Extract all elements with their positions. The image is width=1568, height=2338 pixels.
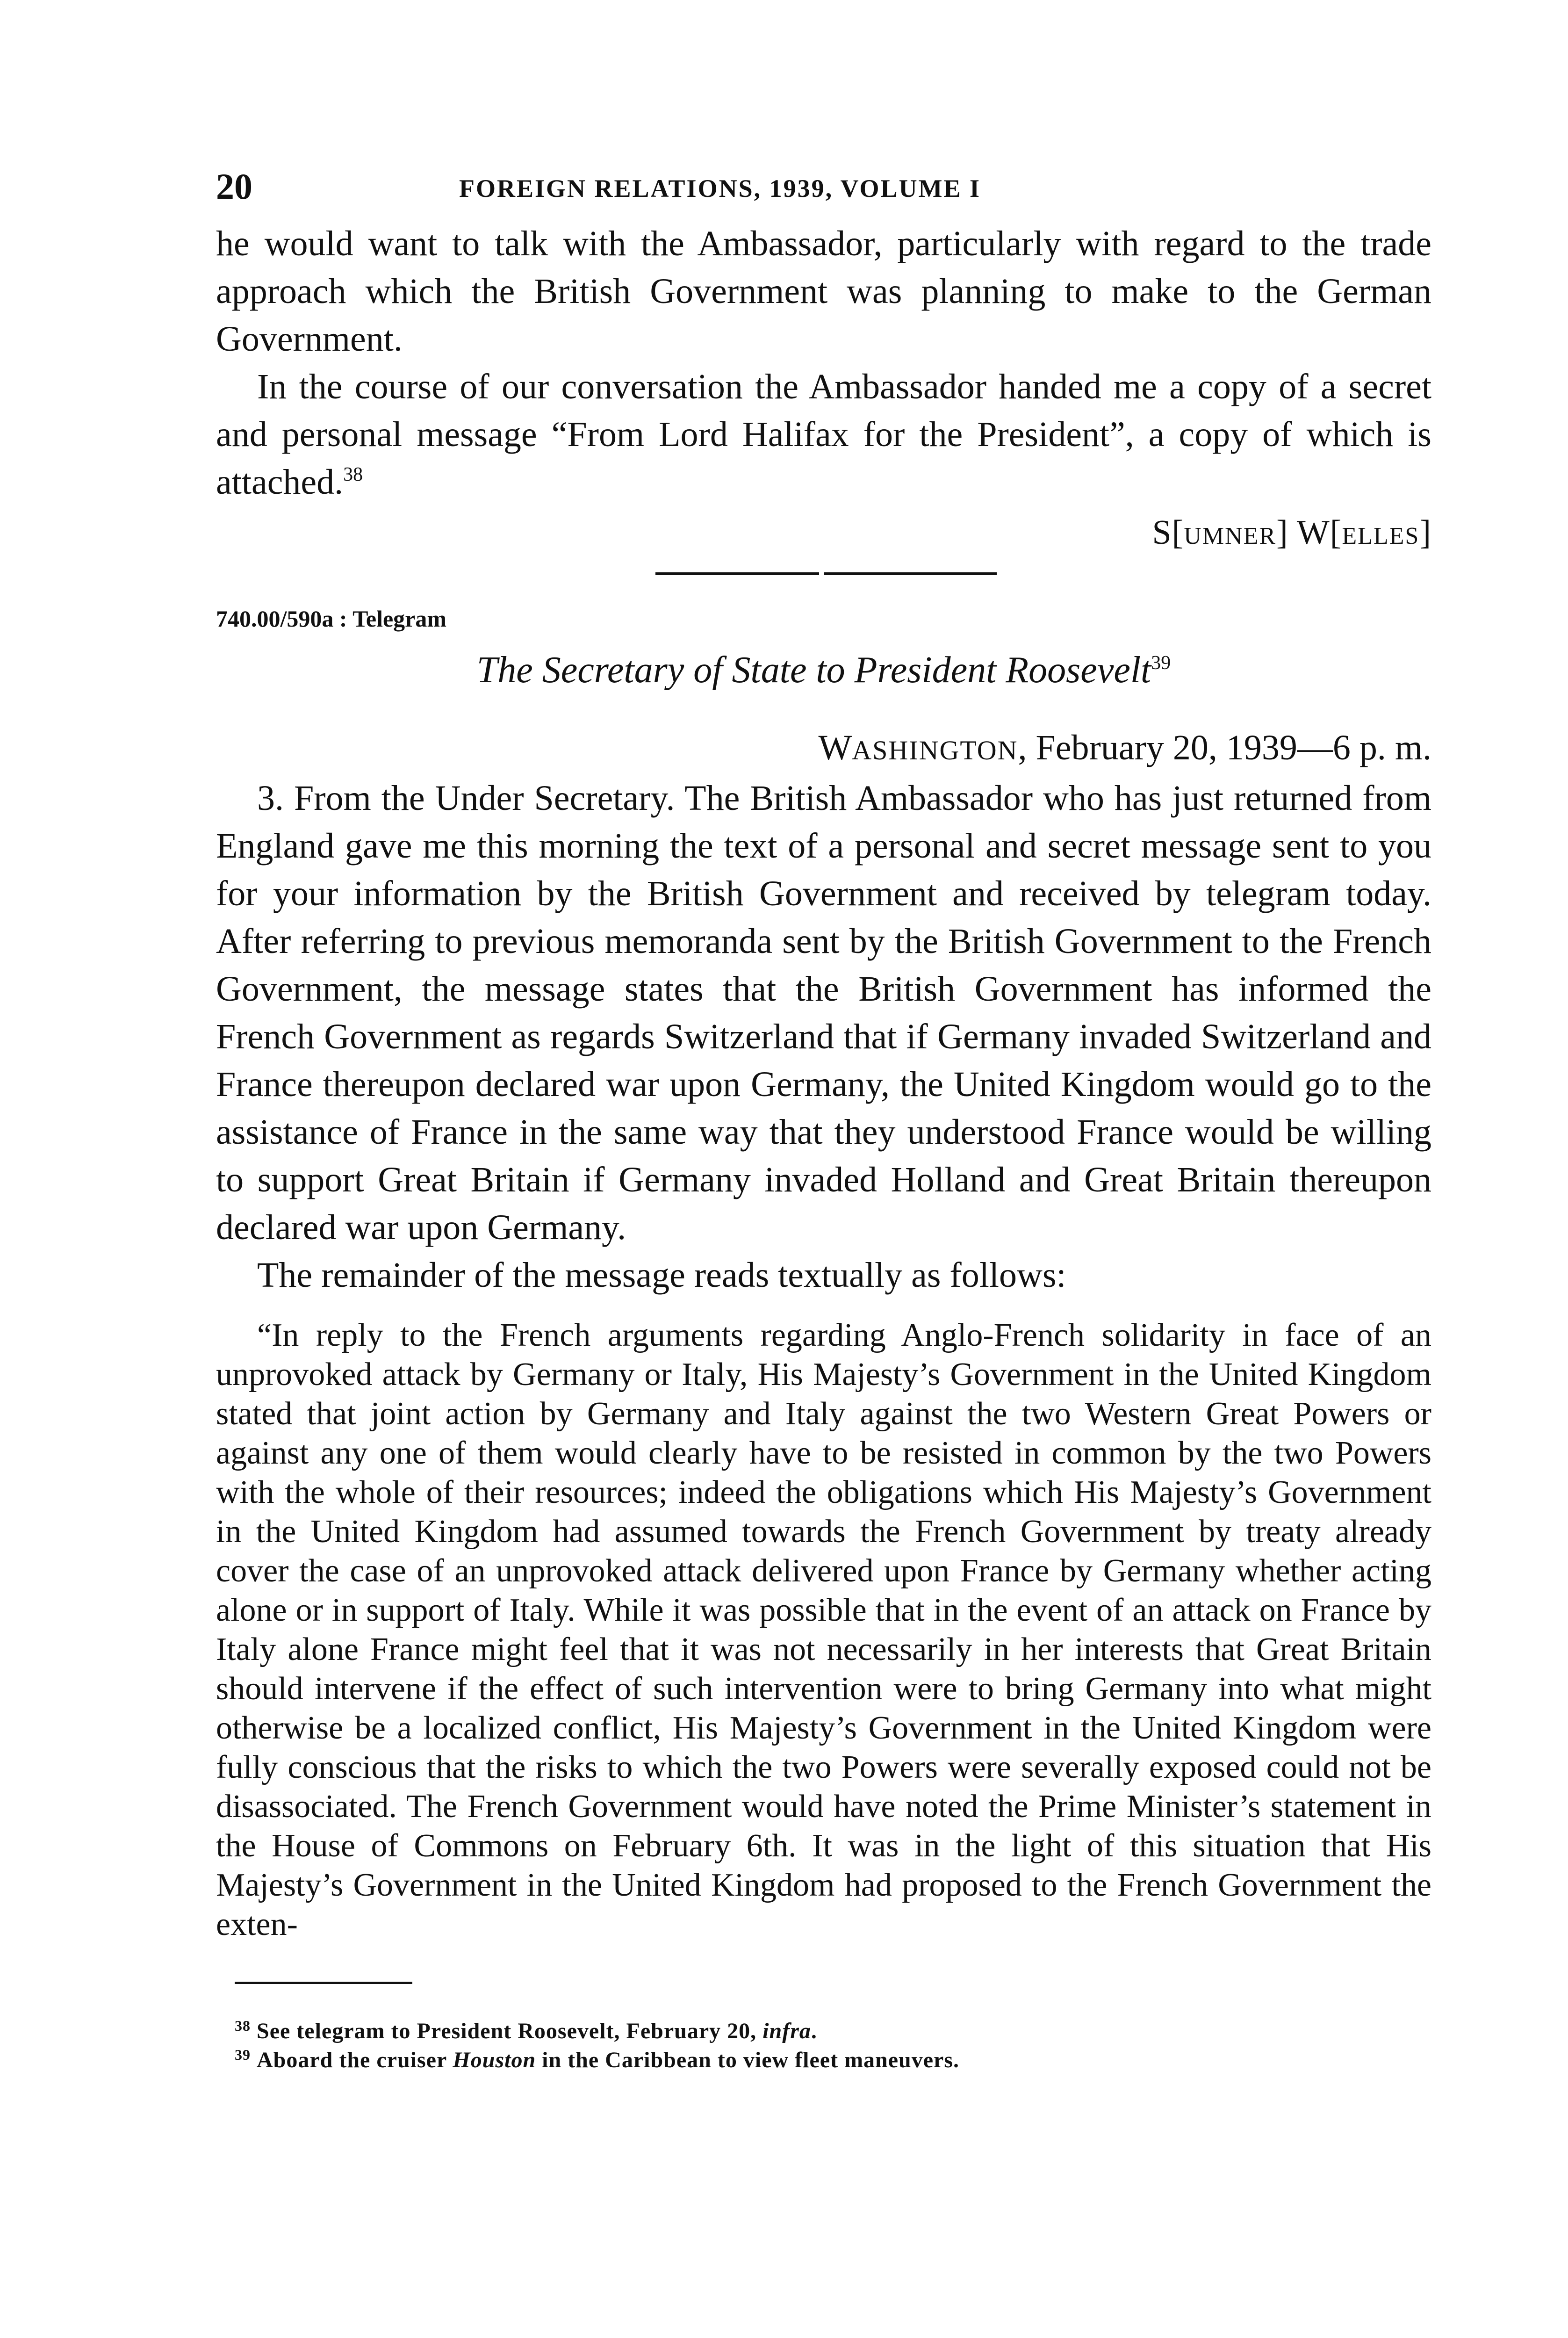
separator-rule-left — [655, 572, 819, 575]
footnote-ref-39: 39 — [1151, 652, 1171, 674]
footnote-ref-38: 38 — [343, 464, 363, 485]
footnote-text: See telegram to President Roosevelt, February 20, — [257, 2019, 763, 2043]
footnote-38 — [235, 2017, 1431, 2046]
document-title — [216, 644, 1431, 696]
dateline-place-initial: W — [818, 728, 852, 767]
dateline — [216, 724, 1431, 774]
signature-part: UMNER — [1184, 523, 1277, 549]
quoted-message: “In reply to the French arguments regarding Anglo-French solidarity in face of an unprovoked attack by Germany or Italy, His Majesty’s Government in the United Kingdom stated that joint action by Germany and Italy against the two Western Great Powers or against any one of them would clearly have to be resisted in common by the two Powers with the whole of their resources; indeed the obligations which His Majesty’s Government in the United Kingdom had assumed towards the French Government by treaty already cover the case of an unprovoked attack delivered upon France by Germany whether acting alone or in support of Italy. While it was possible that in the event of an attack on France by Italy alone France might feel that it was not necessarily in her interests that Great Britain should intervene if the effect of such intervention were to bring Germany into what might otherwise be a localized conflict, His Majesty’s Government in the United Kingdom were fully conscious that the risks to which the two Powers were severally exposed could not be disassociated. The French Government would have noted the Prime Minister’s statement in the House of Commons on February 6th. It was in the light of this situation that His Majesty’s Government in the United Kingdom had proposed to the French Government the exten- — [216, 1317, 1431, 1942]
footnote-marker: 39 — [235, 2046, 251, 2063]
signature — [216, 509, 1431, 560]
signature-part: ELLES — [1342, 523, 1420, 549]
footnote-marker: 38 — [235, 2017, 251, 2034]
running-title: FOREIGN RELATIONS, 1939, VOLUME I — [459, 174, 981, 202]
footnote-text: Aboard the cruiser — [257, 2048, 453, 2072]
running-head — [216, 168, 1431, 220]
footnote-text-end: . — [811, 2019, 817, 2043]
separator-rule-right — [824, 572, 997, 575]
file-reference: 740.00/590a : Telegram — [216, 606, 447, 632]
telegram-paragraph-1: 3. From the Under Secretary. The British Ambassador who has just returned from England gave me this morning the text of a personal and secret message sent to you for your information by the British Government and received by telegram today. After referring to previous memoranda sent by the British Government to the French Government, the message states that the British Government has informed the French Government as regards Switzerland that if Germany invaded Switzerland and France thereupon declared war upon Germany, the United Kingdom would go to the assistance of France in the same way that they understood France would be willing to support Great Britain if Germany invaded Holland and Great Britain thereupon declared war upon Germany. — [216, 779, 1431, 1247]
footnote-text-end: in the Caribbean to view fleet maneuvers. — [536, 2048, 960, 2072]
footnotes — [235, 2017, 1431, 2075]
document-title-text: The Secretary of State to President Roosevelt — [476, 649, 1151, 691]
signature-part: S[ — [1152, 513, 1184, 552]
document-page — [216, 168, 1431, 2075]
continuation-paragraph — [216, 220, 1431, 363]
conversation-paragraph — [216, 363, 1431, 506]
continuation-text: he would want to talk with the Ambassador, particularly with regard to the trade approach which the British Government was planning to make to the German Government. — [216, 224, 1431, 359]
section-separator — [216, 560, 1431, 588]
page-number: 20 — [216, 166, 252, 207]
footnote-39 — [235, 2046, 1431, 2075]
signature-part: ] W[ — [1276, 513, 1342, 552]
footnote-divider — [235, 1982, 412, 1984]
telegram-paragraph-2: The remainder of the message reads textually as follows: — [257, 1256, 1066, 1295]
dateline-date: , February 20, 1939—6 p. m. — [1018, 728, 1431, 767]
footnote-italic: Houston — [453, 2048, 536, 2072]
signature-part: ] — [1419, 513, 1431, 552]
dateline-place: ASHINGTON — [852, 735, 1018, 765]
footnote-italic: infra — [762, 2019, 811, 2043]
conversation-text: In the course of our conversation the Ambassador handed me a copy of a secret and personal message “From Lord Halifax for the President”, a copy of which is attached. — [216, 367, 1431, 502]
